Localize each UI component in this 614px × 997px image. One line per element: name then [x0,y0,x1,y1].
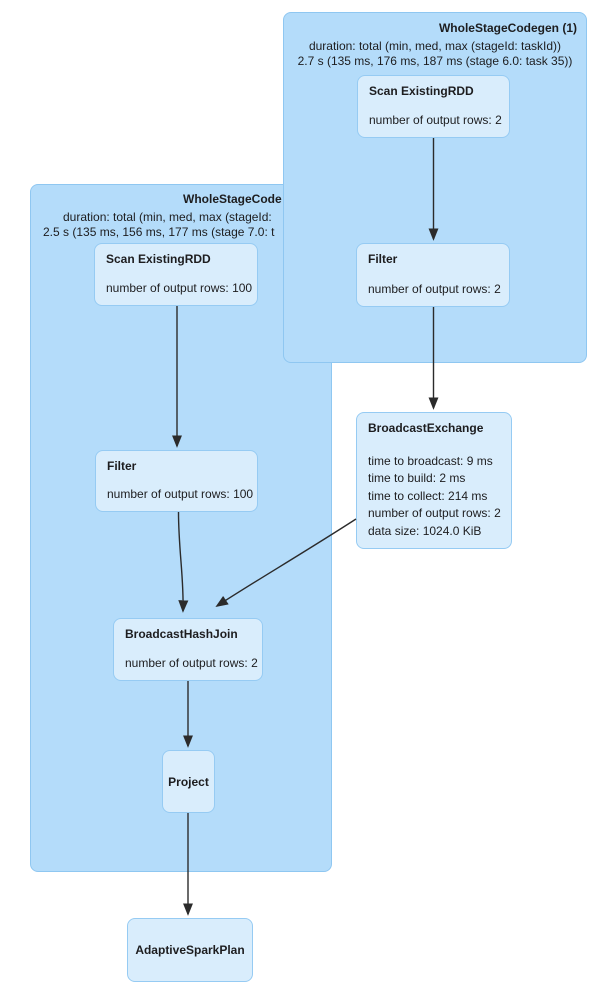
cluster-duration-line: 2.7 s (135 ms, 176 ms, 187 ms (stage 6.0: task 35)) [297,54,573,68]
node-metrics [369,112,502,130]
node-title: AdaptiveSparkPlan [135,943,245,957]
node-title: Scan ExistingRDD [106,252,211,266]
node-title: Project [168,774,209,789]
node-title: Filter [368,252,398,266]
metric: number of output rows: 100 [106,280,253,295]
node-title: BroadcastExchange [368,421,484,435]
metric: number of output rows: 2 [125,655,258,670]
plan-node-adaptivesparkplan[interactable] [127,918,253,982]
node-title: BroadcastHashJoin [125,627,238,641]
node-metrics [368,281,501,299]
metric: number of output rows: 2 [368,281,501,296]
plan-node-broadcastexchange[interactable] [356,412,512,549]
cluster-title: WholeStageCode [183,192,282,206]
cluster-duration-line: duration: total (min, med, max (stageId: [63,210,272,224]
cluster-duration-line: duration: total (min, med, max (stageId: taskId)) [308,39,562,53]
cluster-duration-line: 2.5 s (135 ms, 156 ms, 177 ms (stage 7.0: t [43,225,275,239]
node-metrics [106,280,253,298]
metric: time to broadcast: 9 ms [368,453,493,468]
plan-node-project[interactable] [162,750,215,813]
node-metrics [125,655,258,673]
node-metrics [368,453,500,541]
cluster-wholestagecodegen-1 [283,12,587,363]
node-title: Filter [107,459,137,473]
metric: number of output rows: 2 [369,112,502,127]
node-title: Scan ExistingRDD [369,84,474,98]
metric: number of output rows: 2 [368,506,501,520]
plan-node-scan-existingrdd-2[interactable] [94,243,258,306]
metric: number of output rows: 100 [107,486,254,501]
plan-node-scan-existingrdd-1[interactable] [357,75,510,138]
metric: data size: 1024.0 KiB [368,523,482,538]
plan-node-filter-2[interactable] [95,450,258,512]
metric: time to collect: 214 ms [368,488,488,503]
cluster-title: WholeStageCodegen (1) [438,21,577,35]
plan-node-broadcasthashjoin[interactable] [113,618,263,681]
metric: time to build: 2 ms [368,471,466,485]
plan-node-filter-1[interactable] [356,243,510,307]
node-metrics [107,486,254,504]
